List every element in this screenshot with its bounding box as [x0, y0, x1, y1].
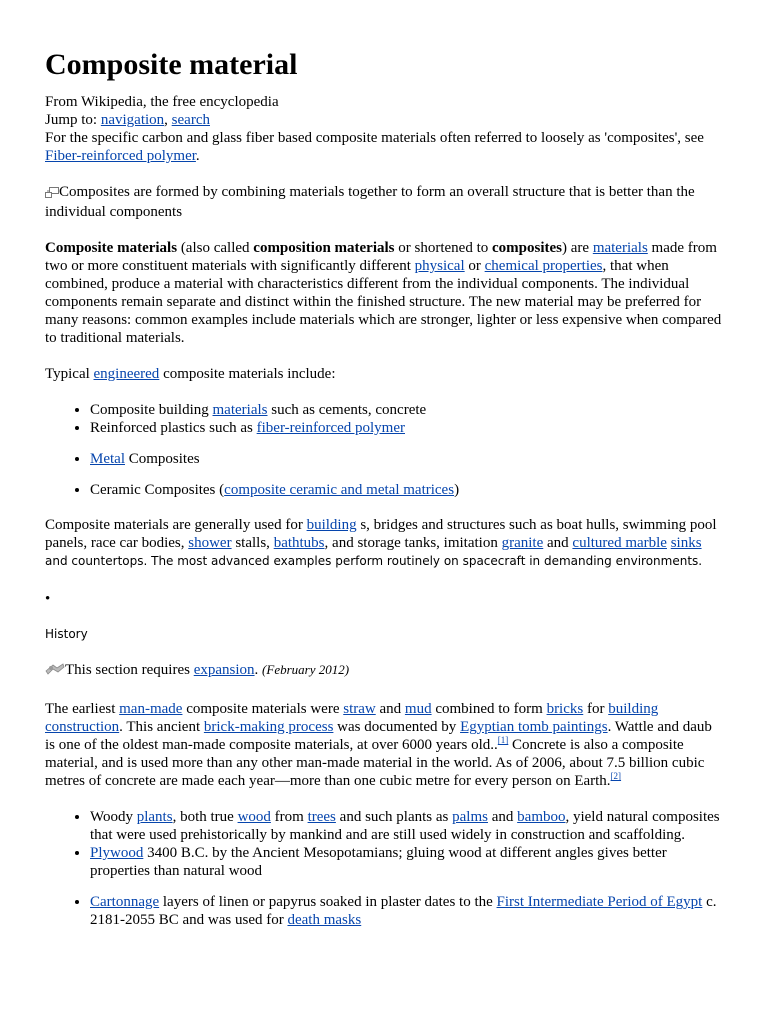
- uses-text: , and storage tanks, imitation: [324, 535, 502, 551]
- list-text: and such plants as: [335, 809, 453, 825]
- link-shower[interactable]: shower: [188, 535, 232, 551]
- uses-text: Composite materials are generally used for: [45, 517, 307, 533]
- typical-paragraph: [45, 365, 725, 383]
- list-item: [90, 844, 725, 880]
- history-list: [45, 893, 725, 929]
- reference-link-1[interactable]: [1]: [497, 735, 509, 745]
- link-palms[interactable]: palms: [452, 809, 488, 825]
- intro-text: made from two or more constituent materials with significantly different: [45, 240, 717, 274]
- article: [45, 0, 725, 929]
- list-item: [90, 893, 725, 929]
- link-egyptian-tomb-paintings[interactable]: Egyptian tomb paintings: [460, 719, 608, 735]
- list-text: Ceramic Composites (: [90, 482, 225, 498]
- history-paragraph: [45, 700, 725, 790]
- intro-text: (also called: [177, 240, 254, 256]
- typical-text: Typical: [45, 366, 94, 382]
- history-text: for: [583, 701, 609, 717]
- link-bricks[interactable]: bricks: [546, 701, 584, 717]
- notice-text: This section requires: [65, 662, 194, 678]
- list-text: ): [454, 482, 460, 498]
- hatnote-text: For the specific carbon and glass fiber based composite materials often referred to loosely as 'composites', see: [45, 130, 704, 146]
- bold-term-composite-materials: Composite materials: [45, 240, 178, 256]
- link-composite-ceramic-and-metal-matrices[interactable]: composite ceramic and metal matrices: [224, 482, 455, 498]
- jump-separator: ,: [164, 112, 172, 128]
- jump-label: Jump to:: [45, 112, 101, 128]
- intro-text: or: [464, 258, 485, 274]
- history-text: was documented by: [333, 719, 461, 735]
- link-building-construction[interactable]: building construction: [45, 701, 659, 735]
- list-text: 3400 B.C. by the Ancient Mesopotamians; gluing wood at different angles gives better properties than natural wood: [90, 845, 667, 879]
- link-engineered[interactable]: engineered: [93, 366, 160, 382]
- uses-text-sans: and countertops. The most advanced examples perform routinely on spacecraft in demanding environments.: [45, 554, 703, 568]
- link-straw[interactable]: straw: [343, 701, 376, 717]
- list-text: such as cements, concrete: [267, 402, 427, 418]
- hatnote: [45, 129, 725, 165]
- link-first-intermediate-period-of-egypt[interactable]: First Intermediate Period of Egypt: [496, 894, 703, 910]
- link-granite[interactable]: granite: [501, 535, 544, 551]
- history-text: combined to form: [431, 701, 547, 717]
- magnify-clip-icon[interactable]: [45, 185, 59, 203]
- composites-list: [45, 401, 725, 437]
- hatnote-link[interactable]: Fiber-reinforced polymer: [45, 148, 196, 164]
- uses-text: stalls,: [231, 535, 274, 551]
- bullet-marker: •: [45, 591, 51, 607]
- page-title: Composite material: [45, 48, 298, 81]
- history-text: The earliest: [45, 701, 120, 717]
- section-heading-history: History: [45, 627, 88, 641]
- uses-text: and: [543, 535, 573, 551]
- link-brick-making-process[interactable]: brick-making process: [203, 719, 334, 735]
- history-list: [45, 808, 725, 880]
- stub-wrench-icon: [45, 662, 65, 681]
- link-wood[interactable]: wood: [237, 809, 271, 825]
- composites-list: [45, 481, 725, 499]
- link-building[interactable]: building: [306, 517, 357, 533]
- link-materials[interactable]: materials: [212, 402, 268, 418]
- history-text: Concrete is also a composite material, and is used more than any other man-made material in the world. As of 2006, about 7.5 billion cubic metres of concrete are made each year—more than one cubic metre for every person on Earth.: [45, 737, 705, 789]
- jump-navigation-link[interactable]: navigation: [100, 112, 165, 128]
- list-text: and: [487, 809, 518, 825]
- list-text: layers of linen or papyrus soaked in plaster dates to the: [159, 894, 497, 910]
- link-plywood[interactable]: Plywood: [90, 845, 144, 861]
- notice-date: (February 2012): [262, 662, 350, 677]
- list-text: Composite building: [90, 402, 213, 418]
- link-materials[interactable]: materials: [592, 240, 648, 256]
- list-text: , yield natural composites that were used prehistorically by mankind and are still used widely in construction and scaffolding.: [90, 809, 720, 843]
- link-physical[interactable]: physical: [414, 258, 465, 274]
- link-metal[interactable]: Metal: [90, 451, 125, 467]
- list-item: [90, 401, 725, 419]
- link-bamboo[interactable]: bamboo: [517, 809, 566, 825]
- image-caption: [45, 183, 725, 221]
- notice-text: .: [254, 662, 263, 678]
- intro-text: , that when combined, produce a material with characteristics different from the individual components. The individual components remain separate and distinct within the finished structure. The new material may be preferred for many reasons: common examples include materials which are stronger, lighter or less expensive when compared to traditional materials.: [45, 258, 722, 346]
- history-text: and: [375, 701, 405, 717]
- list-item: [90, 450, 725, 468]
- link-plants[interactable]: plants: [136, 809, 173, 825]
- tagline: From Wikipedia, the free encyclopedia: [45, 94, 279, 110]
- typical-text: composite materials include:: [159, 366, 336, 382]
- link-sinks[interactable]: sinks: [670, 535, 702, 551]
- uses-text: s, bridges and structures such as boat hulls, swimming pool panels, race car bodies,: [45, 517, 717, 551]
- empty-bullet: [45, 590, 725, 608]
- link-trees[interactable]: trees: [307, 809, 336, 825]
- expansion-notice: [45, 661, 725, 681]
- history-text: composite materials were: [182, 701, 344, 717]
- intro-text: ) are: [562, 240, 593, 256]
- link-mud[interactable]: mud: [404, 701, 432, 717]
- jump-links: [45, 111, 725, 129]
- link-fiber-reinforced-polymer[interactable]: fiber-reinforced polymer: [256, 420, 405, 436]
- intro-paragraph: [45, 239, 725, 347]
- link-bathtubs[interactable]: bathtubs: [273, 535, 325, 551]
- link-death-masks[interactable]: death masks: [287, 912, 362, 928]
- list-text: c. 2181-2055 BC and was used for: [90, 894, 717, 928]
- list-text: Woody: [90, 809, 137, 825]
- list-text: , both true: [172, 809, 238, 825]
- composites-list: [45, 450, 725, 468]
- uses-paragraph: [45, 516, 725, 570]
- list-text: Composites: [125, 451, 200, 467]
- list-item: [90, 481, 725, 499]
- intro-text: or shortened to: [394, 240, 492, 256]
- hatnote-end: .: [195, 148, 200, 164]
- caption-text: Composites are formed by combining materials together to form an overall structure that is better than the individual components: [45, 184, 695, 220]
- link-cultured-marble[interactable]: cultured marble: [572, 535, 667, 551]
- bold-term-composites: composites: [492, 240, 562, 256]
- link-cartonnage[interactable]: Cartonnage: [90, 894, 160, 910]
- link-chemical-properties[interactable]: chemical properties: [484, 258, 603, 274]
- history-text: . Wattle and daub is one of the oldest man-made composite materials, at over 6000 years old..: [45, 719, 712, 753]
- reference-link-2[interactable]: [2]: [610, 771, 622, 781]
- bold-term-composition-materials: composition materials: [253, 240, 395, 256]
- list-item: [90, 808, 725, 844]
- link-expansion[interactable]: expansion: [193, 662, 255, 678]
- list-text: Reinforced plastics such as: [90, 420, 257, 436]
- history-text: . This ancient: [119, 719, 204, 735]
- link-man-made[interactable]: man-made: [119, 701, 183, 717]
- jump-search-link[interactable]: search: [171, 112, 210, 128]
- list-item: [90, 419, 725, 437]
- list-text: from: [270, 809, 308, 825]
